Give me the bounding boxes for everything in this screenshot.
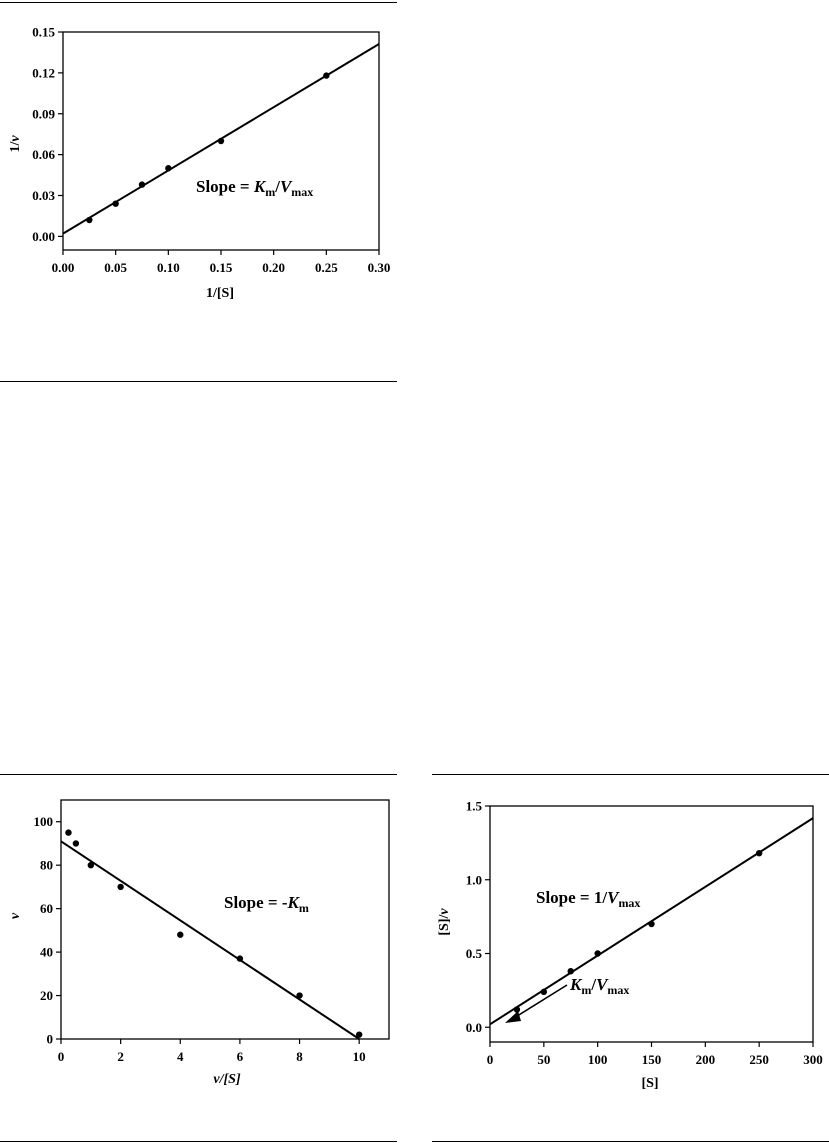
data-point xyxy=(65,829,71,835)
data-point xyxy=(117,884,123,890)
intercept-var1: K xyxy=(570,975,582,994)
data-point xyxy=(568,968,574,974)
y-tick-label: 1.5 xyxy=(465,798,482,814)
intercept-var2: V xyxy=(596,975,608,994)
y-tick-label: 0.06 xyxy=(32,147,55,163)
y-tick-label: 0.00 xyxy=(32,228,55,244)
x-tick-label: 150 xyxy=(641,1052,662,1067)
data-point xyxy=(541,989,547,995)
hanes-woolf-chart xyxy=(437,799,823,1092)
y-tick-label: 80 xyxy=(40,857,53,873)
x-tick-labels xyxy=(487,1042,823,1067)
y-tick-label: 0.15 xyxy=(32,24,55,40)
intercept-sub1: m xyxy=(581,983,592,997)
y-tick-labels xyxy=(32,25,63,244)
annotation-sub1: max xyxy=(618,896,641,910)
data-point xyxy=(323,72,329,78)
x-tick-label: 50 xyxy=(537,1052,551,1067)
plot-marks xyxy=(490,806,813,1042)
annotation-var2: V xyxy=(279,177,292,196)
intercept-annotation xyxy=(569,975,629,997)
slope-annotation xyxy=(224,893,309,915)
annotation-prefix: Slope = - xyxy=(224,893,288,912)
y-tick-label: 20 xyxy=(40,988,53,1004)
lineweaver-burk-chart xyxy=(8,25,390,302)
y-axis-label-prefix: [S]/ xyxy=(437,914,452,936)
data-point xyxy=(756,850,762,856)
annotation-sub1: m xyxy=(298,901,309,915)
fit-line xyxy=(61,841,359,1039)
x-tick-label: 10 xyxy=(352,1049,366,1064)
data-point xyxy=(177,932,183,938)
plot-marks xyxy=(61,800,389,1039)
x-tick-label: 0.00 xyxy=(51,260,75,275)
y-tick-labels xyxy=(34,814,62,1046)
data-point xyxy=(514,1006,520,1012)
data-point xyxy=(218,138,224,144)
x-tick-labels xyxy=(52,250,391,275)
data-point xyxy=(296,992,302,998)
x-tick-label: 2 xyxy=(117,1049,124,1064)
annotation-sub1: m xyxy=(265,185,276,199)
y-axis-label: v xyxy=(8,912,23,920)
x-tick-label: 300 xyxy=(803,1052,823,1067)
plot-marks xyxy=(63,32,379,250)
x-axis-label: v/[S] xyxy=(213,1072,241,1087)
y-tick-label: 40 xyxy=(40,944,53,960)
data-point xyxy=(88,862,94,868)
x-tick-label: 100 xyxy=(587,1052,608,1067)
y-axis-label xyxy=(437,908,452,936)
y-tick-label: 100 xyxy=(33,814,53,830)
x-tick-label: 200 xyxy=(695,1052,716,1067)
y-axis-label-var: v xyxy=(437,908,452,915)
data-point xyxy=(648,921,654,927)
data-point xyxy=(73,840,79,846)
slope-annotation xyxy=(196,177,313,199)
y-tick-label: 0.5 xyxy=(465,946,482,961)
annotation-sep: / xyxy=(275,177,280,196)
data-point xyxy=(112,200,118,206)
y-axis-label-prefix: 1/ xyxy=(8,141,23,153)
annotation-sub2: max xyxy=(291,185,314,199)
x-tick-label: 0.15 xyxy=(209,260,233,275)
annotation-prefix: Slope = 1/ xyxy=(536,888,608,907)
annotation-var1: V xyxy=(607,888,619,907)
y-tick-label: 0.03 xyxy=(32,188,55,203)
data-point xyxy=(237,955,243,961)
x-tick-label: 250 xyxy=(749,1052,769,1067)
y-tick-label: 1.0 xyxy=(465,872,482,888)
plot-frame xyxy=(61,800,389,1039)
intercept-arrow-line xyxy=(514,985,567,1018)
intercept-sub2: max xyxy=(607,983,630,997)
x-axis-label: 1/[S] xyxy=(206,286,234,301)
x-tick-label: 0.20 xyxy=(262,260,286,275)
data-point xyxy=(594,950,600,956)
data-point xyxy=(165,165,171,171)
eadie-hofstee-chart xyxy=(8,800,389,1087)
data-point xyxy=(139,181,145,187)
x-tick-label: 0 xyxy=(486,1052,494,1067)
y-axis-label-var: v xyxy=(8,135,23,142)
annotation-prefix: Slope = xyxy=(196,177,254,196)
annotation-var1: K xyxy=(253,177,266,196)
data-point xyxy=(86,217,92,223)
x-tick-labels xyxy=(58,1039,366,1064)
y-axis-label xyxy=(8,135,23,153)
y-tick-label: 0.0 xyxy=(465,1019,482,1035)
annotation-var1: K xyxy=(287,893,299,912)
x-tick-label: 8 xyxy=(296,1049,303,1064)
x-tick-label: 0.25 xyxy=(314,260,338,275)
slope-annotation xyxy=(536,888,640,910)
x-tick-label: 0.10 xyxy=(156,260,180,275)
y-tick-labels xyxy=(466,799,490,1035)
data-point xyxy=(356,1031,362,1037)
y-tick-label: 0.09 xyxy=(32,106,55,122)
x-tick-label: 6 xyxy=(236,1049,244,1064)
intercept-sep: / xyxy=(591,975,597,994)
y-tick-label: 0 xyxy=(46,1031,53,1047)
x-tick-label: 0.30 xyxy=(367,260,391,275)
x-tick-label: 4 xyxy=(177,1049,184,1064)
x-tick-label: 0 xyxy=(57,1049,65,1064)
y-tick-label: 0.12 xyxy=(32,65,55,81)
y-tick-label: 60 xyxy=(40,901,53,917)
x-axis-label: [S] xyxy=(641,1076,659,1091)
x-tick-label: 0.05 xyxy=(104,260,128,275)
